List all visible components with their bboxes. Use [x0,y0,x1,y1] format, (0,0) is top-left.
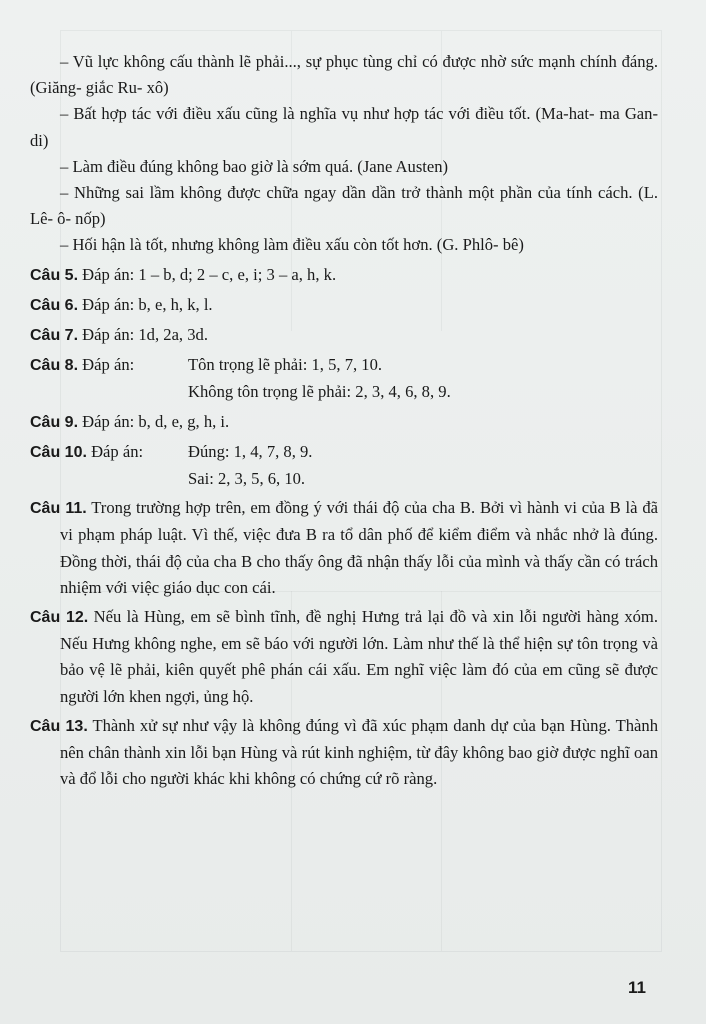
answer-q5: Câu 5. Đáp án: 1 – b, d; 2 – c, e, i; 3 – a, h, k. [30,264,337,284]
answer-content [30,49,658,792]
quote-2: – Bất hợp tác với điều xấu cũng là nghĩa vụ như hợp tác với điều tốt. (Ma-hat- ma Gan- di) [30,104,658,150]
quote-3: – Làm điều đúng không bao giờ là sớm quá. (Jane Austen) [60,156,449,176]
answer-q6: Câu 6. Đáp án: b, e, h, k, l. [30,294,213,314]
quote-1: – Vũ lực không cấu thành lẽ phải..., sự phục tùng chỉ có được nhờ sức mạnh chính đáng. (Giăng- giắc Ru- xô) [30,52,658,98]
answer-q13: Câu 13. Thành xử sự như vậy là không đúng vì đã xúc phạm danh dự của bạn Hùng. Thành nên chân thành xin lỗi bạn Hùng và rút kinh nghiệm, từ đây không bao giờ được nghĩ oan và đổ lỗi cho người khác khi không có chứng cứ rõ ràng. [30,715,658,789]
answer-q11: Câu 11. Trong trường hợp trên, em đồng ý với thái độ của cha B. Bởi vì hành vi của B là đã vi phạm pháp luật. Vì thế, việc đưa B ra tổ dân phố để kiểm điểm và nhắc nhở là đúng. Đồng thời, thái độ của cha B cho thấy ông đã nhận thấy lỗi của mình và thấy cần có trách nhiệm với việc giáo dục con cái. [30,498,659,597]
quote-5: – Hối hận là tốt, nhưng không làm điều xấu còn tốt hơn. (G. Phlô- bê) [60,235,524,255]
answer-q12: Câu 12. Nếu là Hùng, em sẽ bình tĩnh, đề nghị Hưng trả lại đồ và xin lỗi người hàng xóm. Nếu Hưng không nghe, em sẽ báo với người lớn. Làm như thế là thể hiện sự tôn trọng và bảo vệ lẽ phải, kiên quyết phê phán cái xấu. Em nghĩ việc làm đó của em cũng sẽ được người lớn khen ngợi, ủng hộ. [30,607,658,706]
page-number: 11 [628,978,646,997]
answer-q10: Câu 10. Đáp án: Đúng: 1, 4, 7, 8, 9. Sai: 2, 3, 5, 6, 10. [30,441,313,489]
answer-q7: Câu 7. Đáp án: 1d, 2a, 3d. [30,325,208,345]
answer-q8: Câu 8. Đáp án: Tôn trọng lẽ phải: 1, 5, 7, 10. Không tôn trọng lẽ phải: 2, 3, 4, 6, 8, 9. [30,355,451,402]
quote-4: – Những sai lầm không được chữa ngay dần dần trở thành một phần của tính cách. (L. Lê- ô- nốp) [30,183,658,229]
answer-q9: Câu 9. Đáp án: b, d, e, g, h, i. [30,411,230,431]
